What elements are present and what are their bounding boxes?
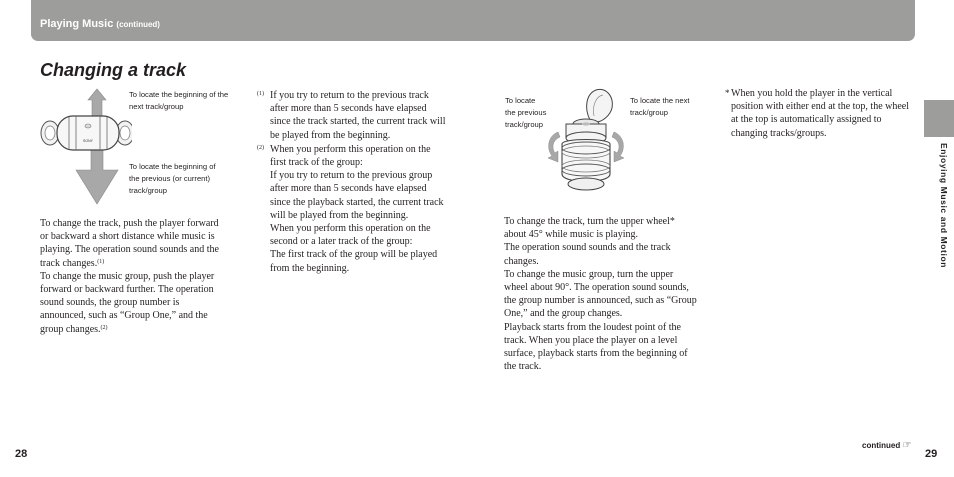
asterisk-note-text: When you hold the player in the vertical position with either end at the top, the wheel at the top is automatically assigned to changing tracks/groups. — [731, 88, 910, 139]
header-bar — [31, 0, 915, 41]
note-1-mark: (1) — [257, 91, 264, 97]
player-lid-icon — [587, 89, 613, 122]
col1-paragraph-2: To change the music group, push the player forward or backward further. The operation sound sounds, the group number is announced, such as “Group One,” and the group changes. — [40, 270, 215, 335]
player-icon — [41, 116, 132, 150]
caption-previous-track: To locate the beginning of the previous (or current) track/group — [129, 162, 216, 195]
header-continued-tag: (continued) — [116, 20, 160, 29]
page-number-right: 29 — [925, 448, 938, 460]
col3-paragraph-4: Playback starts from the loudest point of the track. When you place the player on a level surface, playback starts from the beginning of the track. — [504, 321, 688, 373]
col3-paragraph-2: The operation sound sounds and the track changes. — [504, 242, 671, 267]
note-2-text-a: When you perform this operation on the first track of the group: — [270, 143, 431, 169]
figure-turn-wheel — [540, 86, 632, 208]
caption-next-track: To locate the beginning of the next track/group — [129, 90, 229, 111]
note-2-mark: (2) — [257, 144, 264, 151]
note-2 — [259, 143, 449, 275]
page-number-left: 28 — [15, 448, 28, 460]
header-section: Playing Music — [40, 18, 114, 30]
footnote-ref-2: (2) — [100, 324, 108, 331]
note-2-text-b: If you try to return to the previous group after more than 5 seconds have elapsed since the playback started, the current track will be played from the beginning. — [270, 170, 444, 221]
note-1-text: If you try to return to the previous track after more than 5 seconds have elapsed since the track started, the current track will be played from the beginning. — [270, 90, 446, 141]
note-2-text-c: When you perform this operation on the second or a later track of the group: — [270, 223, 431, 248]
column-4-note — [725, 87, 910, 140]
col3-paragraph-3: To change the music group, turn the upper wheel about 90°. The operation sound sounds, the group number is announced, such as “Group One,” and the group changes. — [504, 268, 697, 320]
page-title: Changing a track — [40, 60, 187, 80]
arrow-down-icon — [76, 148, 118, 204]
column-2-notes — [259, 89, 449, 275]
footnote-ref-1: (1) — [97, 258, 105, 265]
col3-paragraph-1: To change the track, turn the upper wheel* about 45° while music is playing. — [504, 216, 675, 241]
player-upright-icon — [562, 119, 610, 190]
side-tab-label: Enjoying Music and Motion — [939, 143, 949, 269]
continued-label: continued ☞ — [862, 440, 912, 451]
header-section-title — [40, 18, 160, 30]
note-1 — [259, 89, 449, 142]
caption-locate-previous: To locate the previous track/group — [505, 96, 547, 129]
rotate-right-arrow-icon — [612, 132, 624, 162]
note-2-text-d: The first track of the group will be played from the beginning. — [270, 249, 438, 274]
caption-locate-next: To locate the next track/group — [630, 96, 690, 117]
column-1-text — [40, 217, 224, 336]
pointing-hand-icon: ☞ — [902, 440, 912, 451]
asterisk-note — [725, 87, 910, 140]
sony-logo: SONY — [83, 139, 93, 143]
col1-paragraph-1: To change the track, push the player forward or backward a short distance while music is playing. The operation sound sounds and the track changes. — [40, 218, 219, 269]
figure-push-player — [36, 86, 132, 206]
arrow-up-icon — [88, 89, 106, 120]
column-3-text — [504, 215, 698, 373]
side-tab-marker — [924, 100, 954, 137]
rotate-left-arrow-icon — [548, 132, 560, 162]
asterisk-mark: * — [725, 88, 730, 98]
